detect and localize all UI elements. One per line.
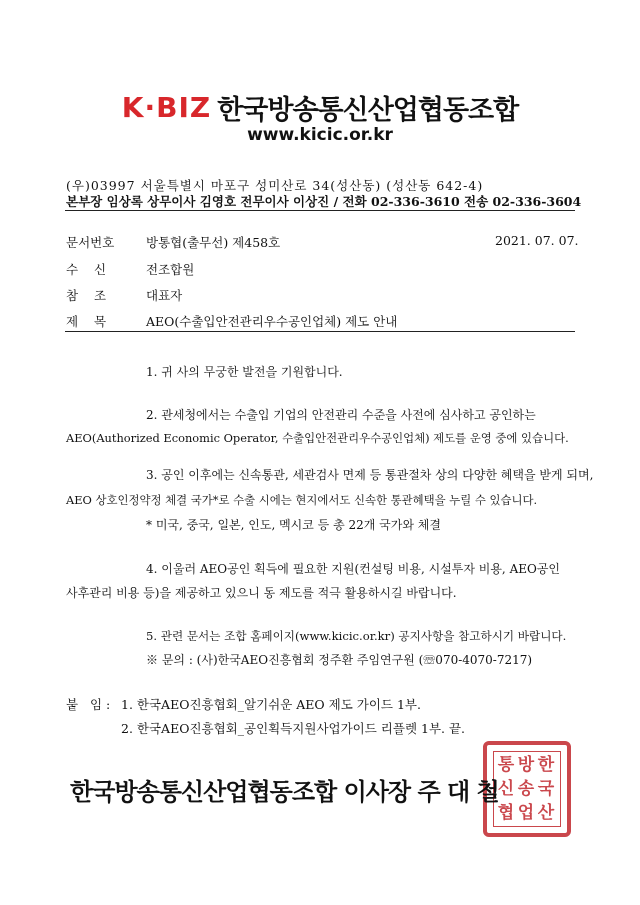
recipient-label: 수 신 [66,262,107,277]
paragraph-3-line-1: 3. 공인 이후에는 신속통관, 세관검사 면제 등 통관절차 상의 다양한 혜택을 받게 되며, [146,468,594,482]
seal-char: 업 [517,803,535,823]
reference-label: 참 조 [66,288,107,303]
paragraph-2-line-2: AEO(Authorized Economic Operator, 수출입안전관리우수공인업체) 제도를 운영 중에 있습니다. [66,431,569,445]
inquiry-contact: ※ 문의 : (사)한국AEO진흥협회 정주환 주임연구원 (☏070-4070-7217) [146,653,533,667]
paragraph-5: 5. 관련 문서는 조합 홈페이지(www.kicic.or.kr) 공지사항을 참고하시기 바랍니다. [146,629,567,643]
attachments-label: 붙 임 : [66,697,111,712]
doc-number-label: 문서번호 [66,235,115,250]
paragraph-1: 1. 귀 사의 무궁한 발전을 기원합니다. [146,365,343,379]
issuer-signature: 한국방송통신산업협동조합 이사장 주 대 철 [70,778,499,806]
contact-line: 본부장 임상록 상무이사 김영호 전무이사 이상진 / 전화 02-336-3610 전송 02-336-3604 [66,194,582,209]
subject-label: 제 목 [66,314,107,329]
meta-divider [65,331,575,332]
seal-char: 협 [497,803,515,823]
website-url[interactable]: www.kicic.or.kr [247,125,393,145]
paragraph-3-line-2: AEO 상호인정약정 체결 국가*로 수출 시에는 현지에서도 신속한 통관혜택을 누릴 수 있습니다. [66,493,538,507]
letterhead-logo [0,88,640,127]
doc-number: 방통협(출무선) 제458호 [146,235,281,250]
reference: 대표자 [146,288,183,303]
paragraph-4-line-1: 4. 이울러 AEO공인 획득에 필요한 지원(컨설팅 비용, 시설투자 비용, AEO공인 [146,562,561,576]
seal-char: 방 [517,755,535,775]
seal-characters [496,753,556,825]
attachment-1: 1. 한국AEO진흥협회_알기쉬운 AEO 제도 가이드 1부. [121,697,421,712]
kbiz-logo: K·BIZ [121,91,212,124]
doc-date: 2021. 07. 07. [495,233,579,248]
seal-char: 국 [537,779,555,799]
seal-char: 송 [517,779,535,799]
recipient: 전조합원 [146,262,195,277]
paragraph-3-note: * 미국, 중국, 일본, 인도, 멕시코 등 총 22개 국가와 체결 [146,518,441,532]
seal-char: 신 [497,779,515,799]
paragraph-2-line-1: 2. 관세청에서는 수출입 기업의 안전관리 수준을 사전에 심사하고 공인하는 [146,408,536,422]
attachment-2: 2. 한국AEO진흥협회_공인획득지원사업가이드 리플렛 1부. 끝. [121,721,466,736]
seal-char: 통 [497,755,515,775]
address-line: (우)03997 서울특별시 마포구 성미산로 34(성산동) (성산동 642-4) [66,178,484,193]
paragraph-4-line-2: 사후관리 비용 등)을 제공하고 있으니 동 제도를 적극 활용하시길 바랍니다. [66,586,457,600]
header-divider [65,210,575,211]
seal-char: 한 [537,755,555,775]
seal-char: 산 [537,803,555,823]
union-name: 한국방송통신산업협동조합 [217,95,519,126]
subject: AEO(수출입안전관리우수공인업체) 제도 안내 [146,314,398,329]
